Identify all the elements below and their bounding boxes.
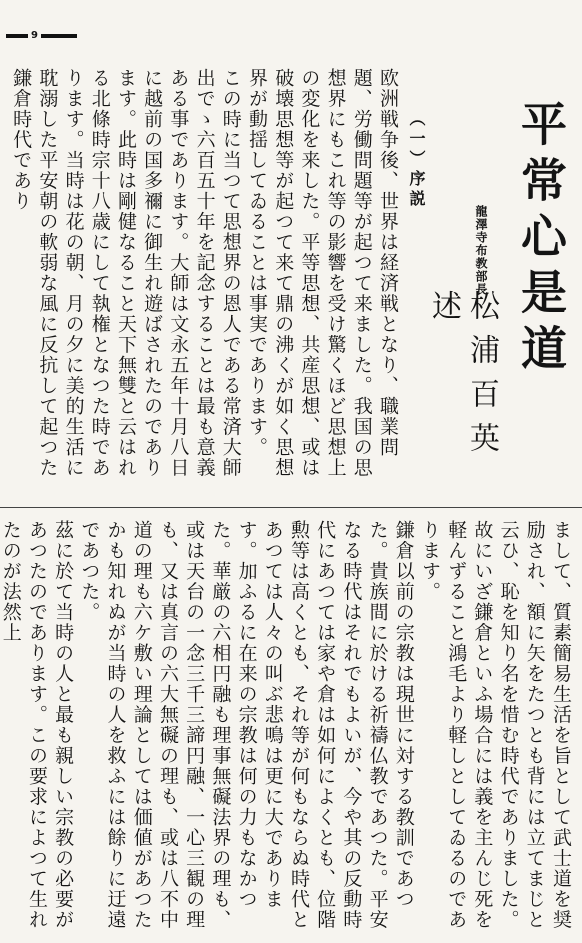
paragraph: まして、質素簡易生活を旨として武士道を奨励され、額に矢をたつとも背には立てまじと云ひ、恥を知り名を惜む時代でありました。故にいざ鎌倉といふ場合には義を主んじ死を軽んずること鴻毛より軽しとしてゐるのであります。 bbox=[418, 520, 572, 930]
column-divider bbox=[0, 507, 582, 508]
author-affiliation: 龍澤寺布教部長 bbox=[474, 205, 488, 296]
paragraph: 欧洲戦争後、世界は経済戦となり、職業問題、労働問題等が起つて来ました。我国の思想界にもこれ等の影響を受け驚くほど思想上の変化を来した。平等思想、共産思想、或は破壊思想等が起つて来て鼎の沸くが如く思想界が動揺してゐることは事実であります。 bbox=[245, 68, 399, 478]
paragraph: この時に当つて思想界の恩人である常済大師出でゝ六百五十年を記念することは最も意義ある事であります。大師は文永五年十月八日に越前の国多禰に御生れ遊ばされたのであります。此時は剛健なること天下無雙と云はれる北條時宗十八歳にして執権となつた時であります。当時は花の朝、月の夕に美的生活に耽溺した平安朝の軟弱な風に反抗して起つた鎌倉時代であり bbox=[10, 68, 242, 478]
author-name: 松浦百英述 bbox=[426, 290, 499, 466]
section-heading: （一）序説 bbox=[407, 110, 426, 210]
page-number-dash-left bbox=[6, 34, 28, 38]
article-title: 平常心是道 bbox=[514, 100, 568, 380]
page-number-dash-right bbox=[41, 34, 77, 38]
paragraph: 茲に於て当時の人と最も親しい宗教の必要があつたのであります。この要求によつて生れたのが法然上 bbox=[0, 520, 75, 930]
upper-text-column bbox=[8, 68, 401, 496]
paragraph: 鎌倉以前の宗教は現世に対する教訓であつた。貴族間に於ける祈禱仏教であつた。平安なる時代はそれでもよいが、今や其の反動時代にあつては家や倉は如何によくとも、位階勲等は高くとも、それ等が何もならぬ時代とあつては人々の叫ぶ悲鳴は更に大であります。加ふるに在来の宗教は何の力もなかつた。華厳の六相円融も理事無礙法界の理も、或は天台の一念三千三諦円融、一心三観の理も、又は真言の六大無礙の理も、或は八不中道の理も六ケ敷い理論としては価値があつたかも知れぬが当時の人を救ふには餘りに迂遠であつた。 bbox=[78, 520, 415, 930]
page-number: 9 bbox=[31, 30, 38, 41]
lower-text-column bbox=[0, 520, 574, 938]
page-number-marker bbox=[6, 30, 77, 41]
